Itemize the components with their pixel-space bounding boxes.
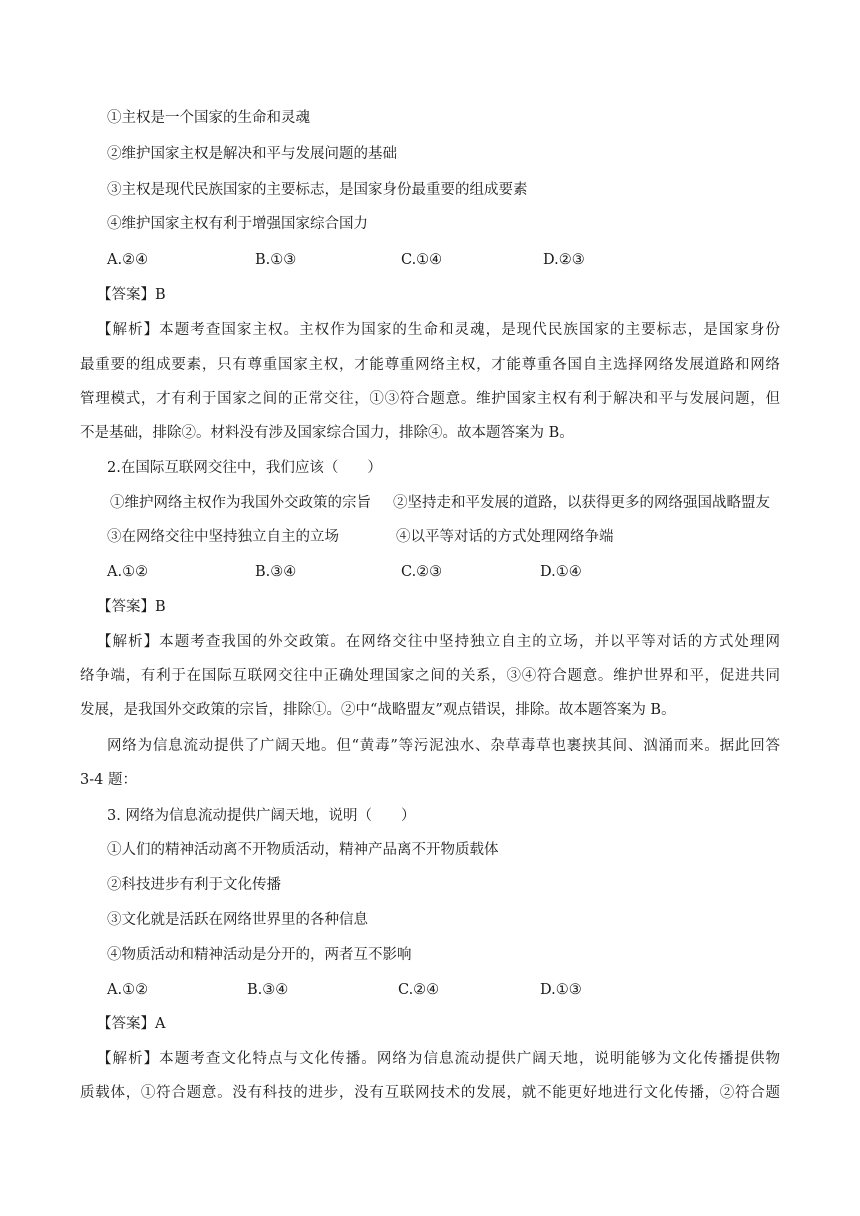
q1-option-c: C.①④	[401, 252, 443, 268]
q1-item-3: ③主权是现代民族国家的主要标志，是国家身份最重要的组成要素	[107, 182, 528, 198]
q3-stem: 3. 网络为信息流动提供广阔天地，说明（ ）	[107, 808, 416, 824]
q1-analysis-line-1: 【解析】本题考查国家主权。主权作为国家的生命和灵魂，是现代民族国家的主要标志，是国家身份	[97, 322, 780, 338]
q3-item-2: ②科技进步有利于文化传播	[107, 877, 281, 893]
q2-option-a: A.①②	[107, 564, 149, 580]
q1-item-4: ④维护国家主权有利于增强国家综合国力	[107, 216, 368, 232]
q3-analysis-line-2: 质载体，①符合题意。没有科技的进步，没有互联网技术的发展，就不能更好地进行文化传播，②符合题	[80, 1085, 780, 1101]
q1-option-d: D.②③	[543, 252, 585, 268]
q2-item-4: ④以平等对话的方式处理网络争端	[396, 529, 614, 545]
q1-option-b: B.①③	[255, 252, 297, 268]
q3-item-1: ①人们的精神活动离不开物质活动，精神产品离不开物质载体	[107, 842, 499, 858]
q1-option-a: A.②④	[107, 252, 149, 268]
q2-item-3: ③在网络交往中坚持独立自主的立场	[107, 529, 339, 545]
q1-analysis-line-2: 最重要的组成要素，只有尊重国家主权，才能尊重网络主权，才能尊重各国自主选择网络发展道路和网络	[80, 357, 780, 373]
q1-analysis-line-4: 不是基础，排除②。材料没有涉及国家综合国力，排除④。故本题答案为 B。	[80, 425, 574, 441]
material-line-2: 3-4 题：	[80, 772, 137, 788]
q2-option-c: C.②③	[401, 564, 443, 580]
q1-analysis-line-3: 管理模式，才有利于国家之间的正常交往，①③符合题意。维护国家主权有利于解决和平与发展问题，但	[80, 391, 780, 407]
q2-analysis-line-3: 发展，是我国外交政策的宗旨，排除①。②中“战略盟友”观点错误，排除。故本题答案为 B。	[80, 702, 676, 718]
q1-answer: 【答案】B	[97, 287, 166, 303]
q3-option-d: D.①③	[540, 982, 582, 998]
material-line-1: 网络为信息流动提供了广阔天地。但“黄毒”等污泥浊水、杂草毒草也裹挟其间、汹涌而来。据此回答	[107, 738, 780, 754]
q2-analysis-line-2: 络争端，有利于在国际互联网交往中正确处理国家之间的关系，③④符合题意。维护世界和平，促进共同	[80, 668, 780, 684]
q2-item-1: ①维护网络主权作为我国外交政策的宗旨	[110, 495, 371, 511]
q2-analysis-line-1: 【解析】本题考查我国的外交政策。在网络交往中坚持独立自主的立场，并以平等对话的方式处理网	[97, 634, 780, 650]
q2-answer: 【答案】B	[97, 599, 166, 615]
q2-option-b: B.③④	[255, 564, 297, 580]
q3-analysis-line-1: 【解析】本题考查文化特点与文化传播。网络为信息流动提供广阔天地，说明能够为文化传播提供物	[97, 1051, 780, 1067]
q2-option-d: D.①④	[540, 564, 582, 580]
q1-item-1: ①主权是一个国家的生命和灵魂	[107, 110, 310, 126]
q2-stem: 2.在国际互联网交往中，我们应该（ ）	[107, 460, 382, 476]
q2-item-2: ②坚持走和平发展的道路，以获得更多的网络强国战略盟友	[393, 495, 770, 511]
q3-option-a: A.①②	[107, 982, 149, 998]
q3-option-b: B.③④	[247, 982, 289, 998]
q3-item-3: ③文化就是活跃在网络世界里的各种信息	[107, 912, 368, 928]
q1-item-2: ②维护国家主权是解决和平与发展问题的基础	[107, 146, 397, 162]
q3-item-4: ④物质活动和精神活动是分开的，两者互不影响	[107, 947, 412, 963]
q3-answer: 【答案】A	[97, 1016, 166, 1032]
q3-option-c: C.②④	[398, 982, 440, 998]
